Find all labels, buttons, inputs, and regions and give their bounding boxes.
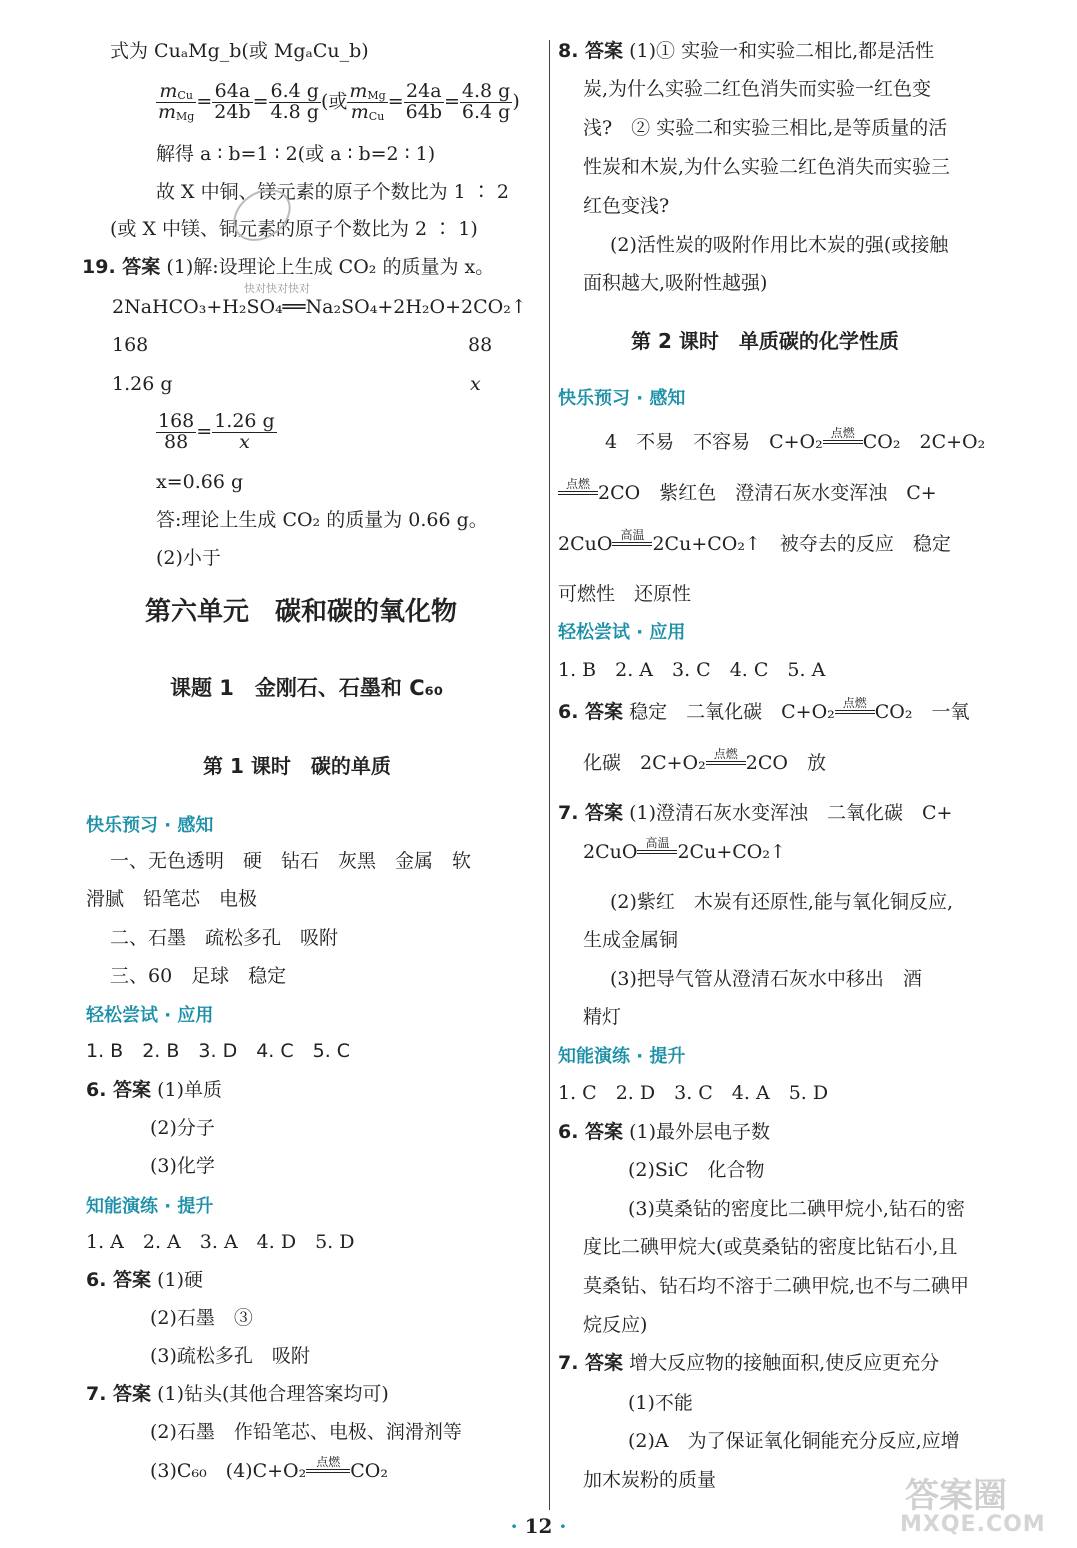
mc-answers-1: 1. B 2. B 3. D 4. C 5. C bbox=[86, 1040, 351, 1062]
r-q7-f: 精灯 bbox=[583, 1006, 622, 1028]
q8-b: 炭,为什么实验二红色消失而实验一红色变 bbox=[583, 78, 932, 100]
right-section-try: 轻松尝试 · 应用 bbox=[558, 622, 686, 643]
right-section-preview: 快乐预习 · 感知 bbox=[558, 388, 686, 409]
r-q7-b: 2CuO 高温 2Cu+CO₂↑ bbox=[583, 836, 786, 863]
r-mc-answers-1: 1. B 2. A 3. C 4. C 5. A bbox=[558, 659, 826, 681]
r-preview-4: 可燃性 还原性 bbox=[558, 583, 692, 605]
r-mc-answers-2: 1. C 2. D 3. C 4. A 5. D bbox=[558, 1082, 829, 1104]
watermark-stamp: 快对快对快对 bbox=[244, 282, 310, 295]
preview-2: 二、石墨 疏松多孔 吸附 bbox=[110, 927, 339, 949]
mc-answers-2: 1. A 2. A 3. A 4. D 5. D bbox=[86, 1231, 355, 1253]
watermark-url: MXQE.COM bbox=[900, 1512, 1046, 1537]
section-practice: 知能演练 · 提升 bbox=[86, 1196, 214, 1217]
r-q6-b: 化碳 2C+O₂ 点燃 2CO 放 bbox=[583, 747, 826, 774]
q8-c: 浅? ② 实验二和实验三相比,是等质量的活 bbox=[583, 117, 948, 139]
column-divider bbox=[549, 40, 550, 1510]
r-q6-2: 6. 答案 (1)最外层电子数 bbox=[558, 1121, 771, 1143]
ratio-conclusion: 故 X 中铜、镁元素的原子个数比为 1 ∶ 2 bbox=[156, 181, 509, 203]
preview-3: 三、60 足球 稳定 bbox=[110, 965, 287, 987]
q6-2-c: (3)疏松多孔 吸附 bbox=[150, 1345, 310, 1367]
watermark-logo: 答案圈 bbox=[905, 1476, 1007, 1516]
r-preview-2: 点燃 2CO 紫红色 澄清石灰水变浑浊 C+ bbox=[558, 478, 937, 503]
q6: 6. 答案 (1)单质 bbox=[86, 1079, 223, 1101]
q8-g: 面积越大,吸附性越强) bbox=[583, 272, 768, 294]
r-q7-2-b: (1)不能 bbox=[628, 1392, 693, 1414]
q6-2: 6. 答案 (1)硬 bbox=[86, 1269, 204, 1291]
r-preview-1: 4 不易 不容易 C+O₂ 点燃 CO₂ 2C+O₂ bbox=[605, 426, 986, 453]
q19-equation: 2NaHCO₃+H₂SO₄══Na₂SO₄+2H₂O+2CO₂↑ bbox=[112, 296, 527, 318]
r-q7-2-d: 加木炭粉的质量 bbox=[583, 1469, 717, 1491]
r-q7-c: (2)紫红 木炭有还原性,能与氧化铜反应, bbox=[610, 891, 953, 913]
r-q6: 6. 答案 稳定 二氧化碳 C+O₂ 点燃 CO₂ 一氧 bbox=[558, 696, 970, 723]
right-section-practice: 知能演练 · 提升 bbox=[558, 1046, 686, 1067]
period2-title: 第 2 课时 单质碳的化学性质 bbox=[631, 329, 899, 353]
r-q7: 7. 答案 (1)澄清石灰水变浑浊 二氧化碳 C+ bbox=[558, 802, 953, 824]
r-q6-2-e: 莫桑钻、钻石均不溶于二碘甲烷,也不与二碘甲 bbox=[583, 1275, 970, 1297]
q19-result: x=0.66 g bbox=[156, 471, 244, 493]
q7-c: (3)C₆₀ (4)C+O₂ 点燃 CO₂ bbox=[150, 1455, 388, 1482]
r-q6-2-f: 烷反应) bbox=[583, 1314, 648, 1336]
r-q7-e: (3)把导气管从澄清石灰水中移出 酒 bbox=[610, 968, 922, 990]
r-q6-2-b: (2)SiC 化合物 bbox=[628, 1159, 765, 1181]
q8: 8. 答案 (1)① 实验一和实验二相比,都是活性 bbox=[558, 40, 935, 62]
q19-mass-88: 88 bbox=[468, 334, 493, 356]
q8-f: (2)活性炭的吸附作用比木炭的强(或接触 bbox=[610, 234, 949, 256]
page-number: · 12 · bbox=[510, 1514, 567, 1538]
r-q6-2-d: 度比二碘甲烷大(或莫桑钻的密度比钻石小,且 bbox=[583, 1236, 958, 1258]
q8-d: 性炭和木炭,为什么实验二红色消失而实验三 bbox=[583, 156, 951, 178]
q6-2-b: (2)石墨 ③ bbox=[150, 1307, 253, 1329]
lesson-title: 课题 1 金刚石、石墨和 C₆₀ bbox=[170, 676, 444, 700]
q19-part2: (2)小于 bbox=[156, 547, 221, 569]
q19-answer: 答:理论上生成 CO₂ 的质量为 0.66 g。 bbox=[156, 509, 488, 531]
q8-e: 红色变浅? bbox=[583, 195, 670, 217]
q19-fraction: $\frac{168}{88}$ = $\frac{1.26 g}{x}$ bbox=[158, 410, 275, 453]
q6-b: (2)分子 bbox=[150, 1117, 215, 1139]
section-try: 轻松尝试 · 应用 bbox=[86, 1005, 214, 1026]
q7-b: (2)石墨 作铅笔芯、电极、润滑剂等 bbox=[150, 1421, 462, 1443]
r-q7-d: 生成金属铜 bbox=[583, 929, 679, 951]
r-preview-3: 2CuO 高温 2Cu+CO₂↑ 被夺去的反应 稳定 bbox=[558, 528, 951, 555]
section-preview: 快乐预习 · 感知 bbox=[86, 815, 214, 836]
unit-title: 第六单元 碳和碳的氧化物 bbox=[145, 597, 458, 627]
formula-line: 式为 CuₐMg_b(或 MgₐCu_b) bbox=[110, 40, 369, 62]
watermark-loop-icon bbox=[222, 180, 302, 250]
ratio-alt: (或 X 中镁、铜元素的原子个数比为 2 ∶ 1) bbox=[110, 218, 478, 240]
q7: 7. 答案 (1)钻头(其他合理答案均可) bbox=[86, 1383, 389, 1405]
period-title: 第 1 课时 碳的单质 bbox=[203, 754, 391, 778]
q19-mass-168: 168 bbox=[112, 334, 149, 356]
q19: 19. 答案 (1)解:设理论上生成 CO₂ 的质量为 x。 bbox=[82, 256, 495, 278]
fraction-equation: $\frac{m_{Cu}}{m_{Mg}}$ = $\frac{64a}{24b}$ = $\frac{6.4 g}{4.8 g}$ (或 $\frac{m_{Mg}}{m_{Cu}}$ = $\frac{24a}{64b}$ = $\frac{4.8 g}{6.4 g}$ ) bbox=[158, 80, 520, 123]
ratio-line: 解得 a ∶ b=1 ∶ 2(或 a ∶ b=2 ∶ 1) bbox=[156, 143, 436, 165]
q19-value: 1.26 g bbox=[112, 373, 173, 395]
r-q7-2-c: (2)A 为了保证氧化铜能充分反应,应增 bbox=[628, 1430, 960, 1452]
q19-x: x bbox=[470, 373, 481, 395]
preview-1a: 一、无色透明 硬 钻石 灰黑 金属 软 bbox=[110, 850, 472, 872]
preview-1b: 滑腻 铅笔芯 电极 bbox=[86, 888, 258, 910]
r-q7-2: 7. 答案 增大反应物的接触面积,使反应更充分 bbox=[558, 1352, 940, 1374]
r-q6-2-c: (3)莫桑钻的密度比二碘甲烷小,钻石的密 bbox=[628, 1198, 965, 1220]
q6-c: (3)化学 bbox=[150, 1155, 215, 1177]
